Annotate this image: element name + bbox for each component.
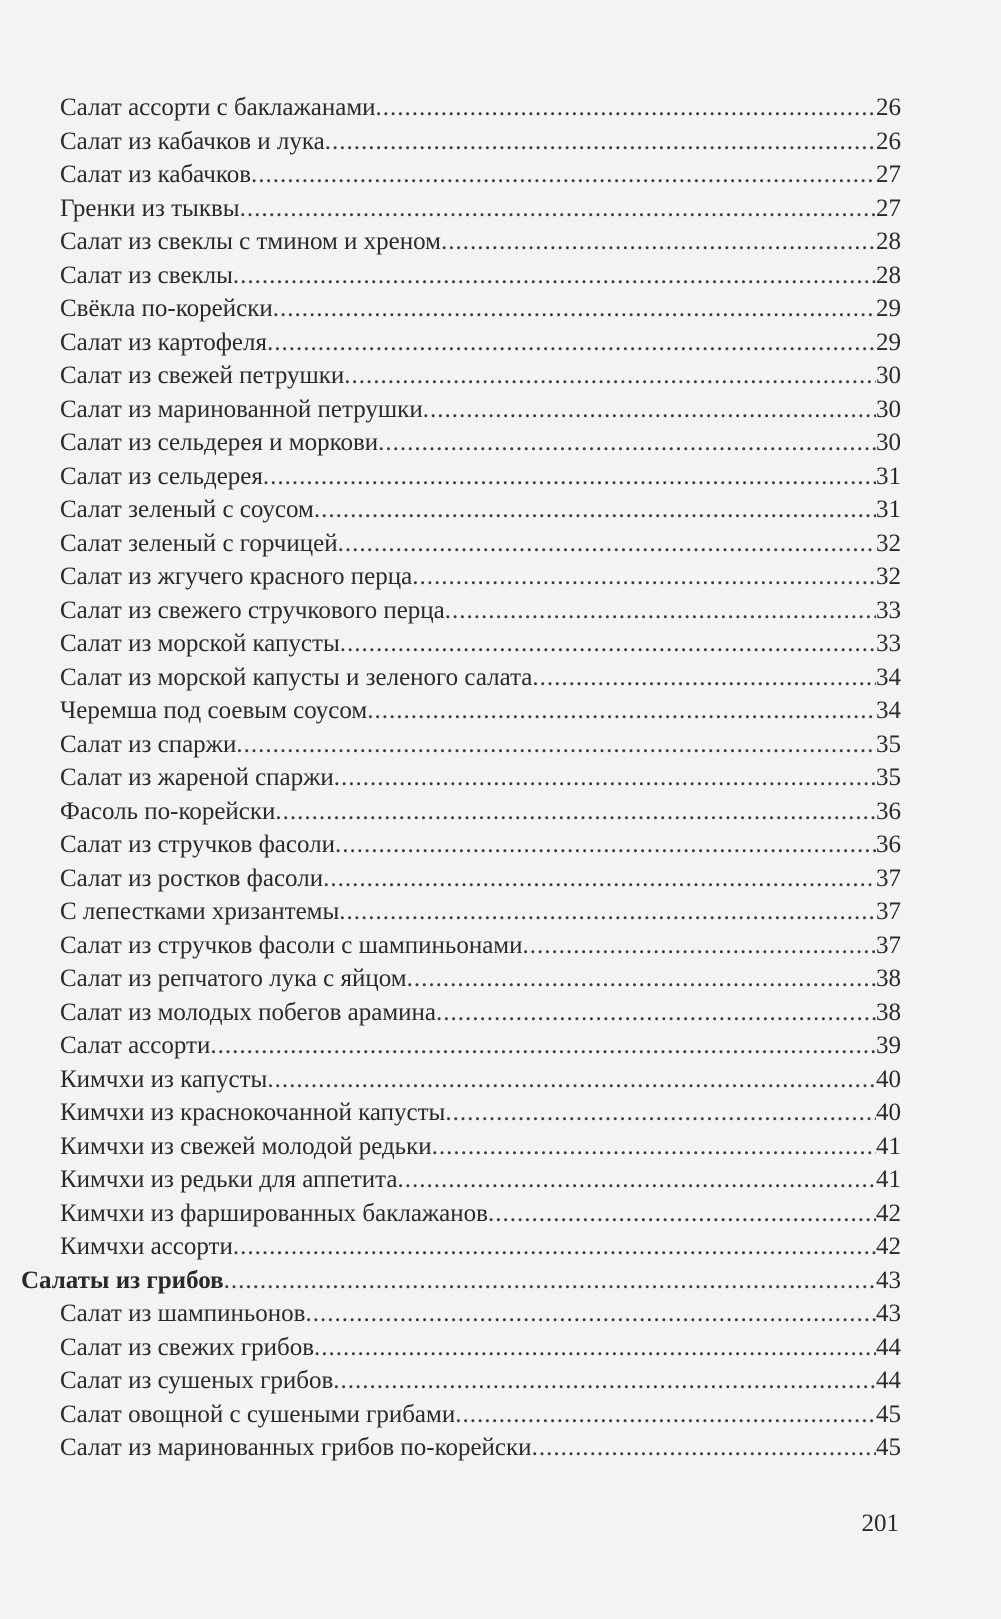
toc-entry [0,1297,1001,1331]
toc-entry-title: Салат из ростков фасоли [60,864,324,892]
dot-leader [441,225,876,259]
dot-leader [344,359,876,393]
toc-entry-title: Салат ассорти с баклажанами [60,94,376,121]
toc-entry-page: 33 [876,596,901,624]
toc-entry-title: Кимчхи из свежей молодой редьки [60,1132,432,1160]
dot-leader [323,862,876,896]
dot-leader [432,1130,876,1164]
toc-entry-page: 44 [876,1367,901,1394]
toc-entry-title: Салат из картофеля [60,328,267,356]
toc-entry-title: Салат из репчатого лука с яйцом [60,965,407,992]
toc-entry-line [60,259,901,293]
toc-entry-line [60,1063,901,1097]
dot-leader [523,929,877,963]
toc-entry [0,560,1001,594]
toc-entry-title: Салат из шампиньонов [60,1300,306,1327]
toc-entry [0,1096,1001,1130]
dot-leader [251,158,876,192]
toc-entry-line [60,1297,901,1331]
toc-entry-page: 39 [876,1032,901,1059]
toc-entry-title: Фасоль по-корейски [60,797,276,825]
toc-entry [0,192,1001,226]
toc-entry-title: Черемша под соевым соусом [60,697,368,724]
toc-entry-page: 38 [876,998,901,1026]
toc-entry-title: Салат из свежих грибов [60,1333,315,1361]
toc-entry [0,728,1001,762]
toc-entry-page: 34 [876,697,901,724]
dot-leader [412,560,876,594]
toc-entry-page: 44 [876,1333,901,1361]
toc-entry-page: 30 [876,429,901,456]
toc-entry-line [60,1364,901,1398]
dot-leader [210,1029,876,1063]
toc-entry-line [60,158,901,192]
dot-leader [233,1230,876,1264]
dot-leader [314,1331,876,1365]
toc-entry [0,1431,1001,1465]
toc-entry [0,828,1001,862]
toc-entry-page: 41 [876,1166,901,1193]
toc-entry [0,1197,1001,1231]
toc-entry-title: Кимчхи из редьки для аппетита [60,1166,398,1193]
page-number: 201 [861,1510,899,1537]
toc-entry-title: Салат из стручков фасоли [60,831,336,858]
toc-entry-title: Салат зеленый с соусом [60,496,314,523]
toc-entry [0,627,1001,661]
toc-entry-title: Кимчхи из краснокочанной капусты [60,1099,446,1126]
toc-entry [0,761,1001,795]
dot-leader [275,795,876,829]
toc-entry-line [60,527,901,561]
dot-leader [532,661,876,695]
toc-entry-line [60,594,901,628]
toc-entry-title: Салат из спаржи [60,730,237,758]
dot-leader [367,694,876,728]
toc-entry-line [60,493,901,527]
toc-entry-page: 45 [876,1400,901,1428]
dot-leader [532,1431,876,1465]
toc-entry [0,996,1001,1030]
toc-entry [0,158,1001,192]
toc-entry-page: 31 [876,462,901,490]
toc-entry-line [60,761,901,795]
toc-entry [0,426,1001,460]
toc-entry-line [60,996,901,1030]
toc-entry [0,1163,1001,1197]
toc-entry-page: 26 [876,94,901,121]
toc-entry-title: Кимчхи ассорти [60,1233,233,1260]
toc-entry [0,862,1001,896]
toc-entry-line [60,426,901,460]
dot-leader [334,761,876,795]
toc-entry-line [60,1163,901,1197]
dot-leader [267,326,876,360]
toc-entry-title: Кимчхи из капусты [60,1065,268,1093]
toc-entry-page: 45 [876,1434,901,1461]
dot-leader [378,426,876,460]
toc-entry-title: Салат из морской капусты [60,630,340,657]
toc-entry-line [60,661,901,695]
toc-entry-line [60,292,901,326]
dot-leader [263,460,876,494]
toc-entry-title: Салат из молодых побегов арамина [60,998,437,1026]
toc-entry-line [60,1197,901,1231]
toc-entry-page: 29 [876,328,901,356]
toc-entry-title: Кимчхи из фаршированных баклажанов [60,1199,488,1227]
dot-leader [267,1063,876,1097]
toc-entry-title: Салат из свежей петрушки [60,362,345,389]
toc-entry-title: Салат ассорти [60,1032,211,1059]
toc-entry-title: Салат из жареной спаржи [60,764,334,791]
dot-leader [325,125,876,159]
toc-entry-line [21,1264,901,1298]
toc-entry [0,962,1001,996]
toc-entry-title: С лепестками хризантемы [60,898,340,925]
toc-entry [0,895,1001,929]
toc-entry-title: Салат из свежего стручкового перца [60,596,445,624]
dot-leader [236,728,876,762]
toc-entry-page: 42 [876,1199,901,1227]
toc-entry [0,1331,1001,1365]
toc-entry-line [60,694,901,728]
toc-entry-title: Салат из сельдерея и моркови [60,429,379,456]
toc-entry-line [60,393,901,427]
toc-entry-line [60,460,901,494]
toc-entry [0,326,1001,360]
toc-entry-line [60,192,901,226]
dot-leader [273,292,876,326]
toc-entry-title: Салат из кабачков [60,161,252,188]
toc-entry-page: 34 [876,663,901,691]
toc-entry-page: 32 [876,529,901,557]
toc-entry-line [60,1431,901,1465]
toc-entry-title: Салат из маринованных грибов по-корейски [60,1434,532,1461]
toc-entry-line [60,1130,901,1164]
toc-section-heading [0,1264,1001,1298]
toc-entry [0,225,1001,259]
dot-leader [333,1364,876,1398]
table-of-contents [0,91,1001,1465]
toc-entry-line [60,795,901,829]
toc-entry-page: 33 [876,630,901,657]
toc-entry-page: 42 [876,1233,901,1260]
dot-leader [445,1096,876,1130]
toc-entry-page: 28 [876,261,901,289]
dot-leader [335,828,876,862]
toc-entry [0,393,1001,427]
toc-entry-page: 32 [876,563,901,590]
toc-entry [0,292,1001,326]
toc-entry [0,1063,1001,1097]
toc-entry-title: Салат из свеклы с тмином и хреном [60,228,442,255]
toc-entry-line [60,1029,901,1063]
toc-entry-page: 27 [876,161,901,188]
toc-entry-title: Салат из сушеных грибов [60,1367,334,1394]
toc-entry-title: Салаты из грибов [21,1266,224,1294]
dot-leader [423,393,876,427]
toc-entry-page: 40 [876,1099,901,1126]
toc-entry-title: Салат из свеклы [60,261,233,289]
dot-leader [397,1163,876,1197]
dot-leader [338,527,876,561]
toc-entry [0,259,1001,293]
toc-entry-page: 30 [876,362,901,389]
toc-entry-page: 35 [876,764,901,791]
toc-entry-line [60,225,901,259]
toc-entry [0,1130,1001,1164]
dot-leader [445,594,876,628]
dot-leader [233,259,876,293]
toc-entry [0,527,1001,561]
toc-entry-line [60,560,901,594]
toc-entry-line [60,125,901,159]
dot-leader [305,1297,876,1331]
toc-entry-title: Салат из морской капусты и зеленого салата [60,663,533,691]
toc-entry-page: 29 [876,295,901,322]
dot-leader [436,996,876,1030]
toc-entry-page: 37 [876,898,901,925]
toc-entry [0,661,1001,695]
toc-entry-line [60,962,901,996]
toc-entry-title: Салат из стручков фасоли с шампиньонами [60,931,523,959]
toc-entry-title: Салат из кабачков и лука [60,127,325,155]
toc-entry-title: Салат из сельдерея [60,462,263,490]
toc-entry-page: 36 [876,831,901,858]
toc-entry-line [60,1331,901,1365]
toc-entry-page: 41 [876,1132,901,1160]
toc-entry-line [60,1096,901,1130]
toc-entry [0,91,1001,125]
toc-entry [0,795,1001,829]
dot-leader [339,895,876,929]
toc-entry-line [60,929,901,963]
toc-entry-title: Салат овощной с сушеными грибами [60,1400,456,1428]
toc-entry [0,694,1001,728]
toc-entry-page: 37 [876,864,901,892]
dot-leader [224,1264,876,1298]
toc-entry-line [60,1230,901,1264]
toc-entry-page: 28 [876,228,901,255]
toc-entry [0,1029,1001,1063]
toc-entry-line [60,728,901,762]
toc-entry-line [60,627,901,661]
toc-entry-page: 37 [876,931,901,959]
toc-entry [0,359,1001,393]
toc-entry [0,594,1001,628]
toc-entry-title: Гренки из тыквы [60,194,240,222]
dot-leader [314,493,876,527]
toc-entry-page: 26 [876,127,901,155]
toc-entry [0,125,1001,159]
dot-leader [240,192,876,226]
toc-entry-line [60,828,901,862]
dot-leader [455,1398,876,1432]
toc-entry-line [60,1398,901,1432]
toc-entry-page: 30 [876,395,901,423]
dot-leader [340,627,876,661]
toc-entry-page: 40 [876,1065,901,1093]
toc-entry-title: Салат из маринованной петрушки [60,395,423,423]
toc-entry [0,1230,1001,1264]
dot-leader [407,962,876,996]
toc-entry [0,1398,1001,1432]
dot-leader [376,91,876,125]
toc-entry-line [60,326,901,360]
dot-leader [488,1197,876,1231]
toc-entry-page: 38 [876,965,901,992]
toc-entry-title: Салат зеленый с горчицей [60,529,338,557]
toc-entry [0,1364,1001,1398]
toc-entry-line [60,91,901,125]
toc-entry-page: 31 [876,496,901,523]
toc-entry-line [60,862,901,896]
toc-entry-title: Салат из жгучего красного перца [60,563,413,590]
toc-entry-line [60,359,901,393]
toc-entry-page: 43 [876,1266,901,1294]
toc-entry-line [60,895,901,929]
toc-entry [0,929,1001,963]
toc-entry [0,493,1001,527]
toc-entry-page: 27 [876,194,901,222]
toc-entry [0,460,1001,494]
toc-entry-title: Свёкла по-корейски [60,295,273,322]
toc-entry-page: 35 [876,730,901,758]
toc-entry-page: 36 [876,797,901,825]
toc-entry-page: 43 [876,1300,901,1327]
